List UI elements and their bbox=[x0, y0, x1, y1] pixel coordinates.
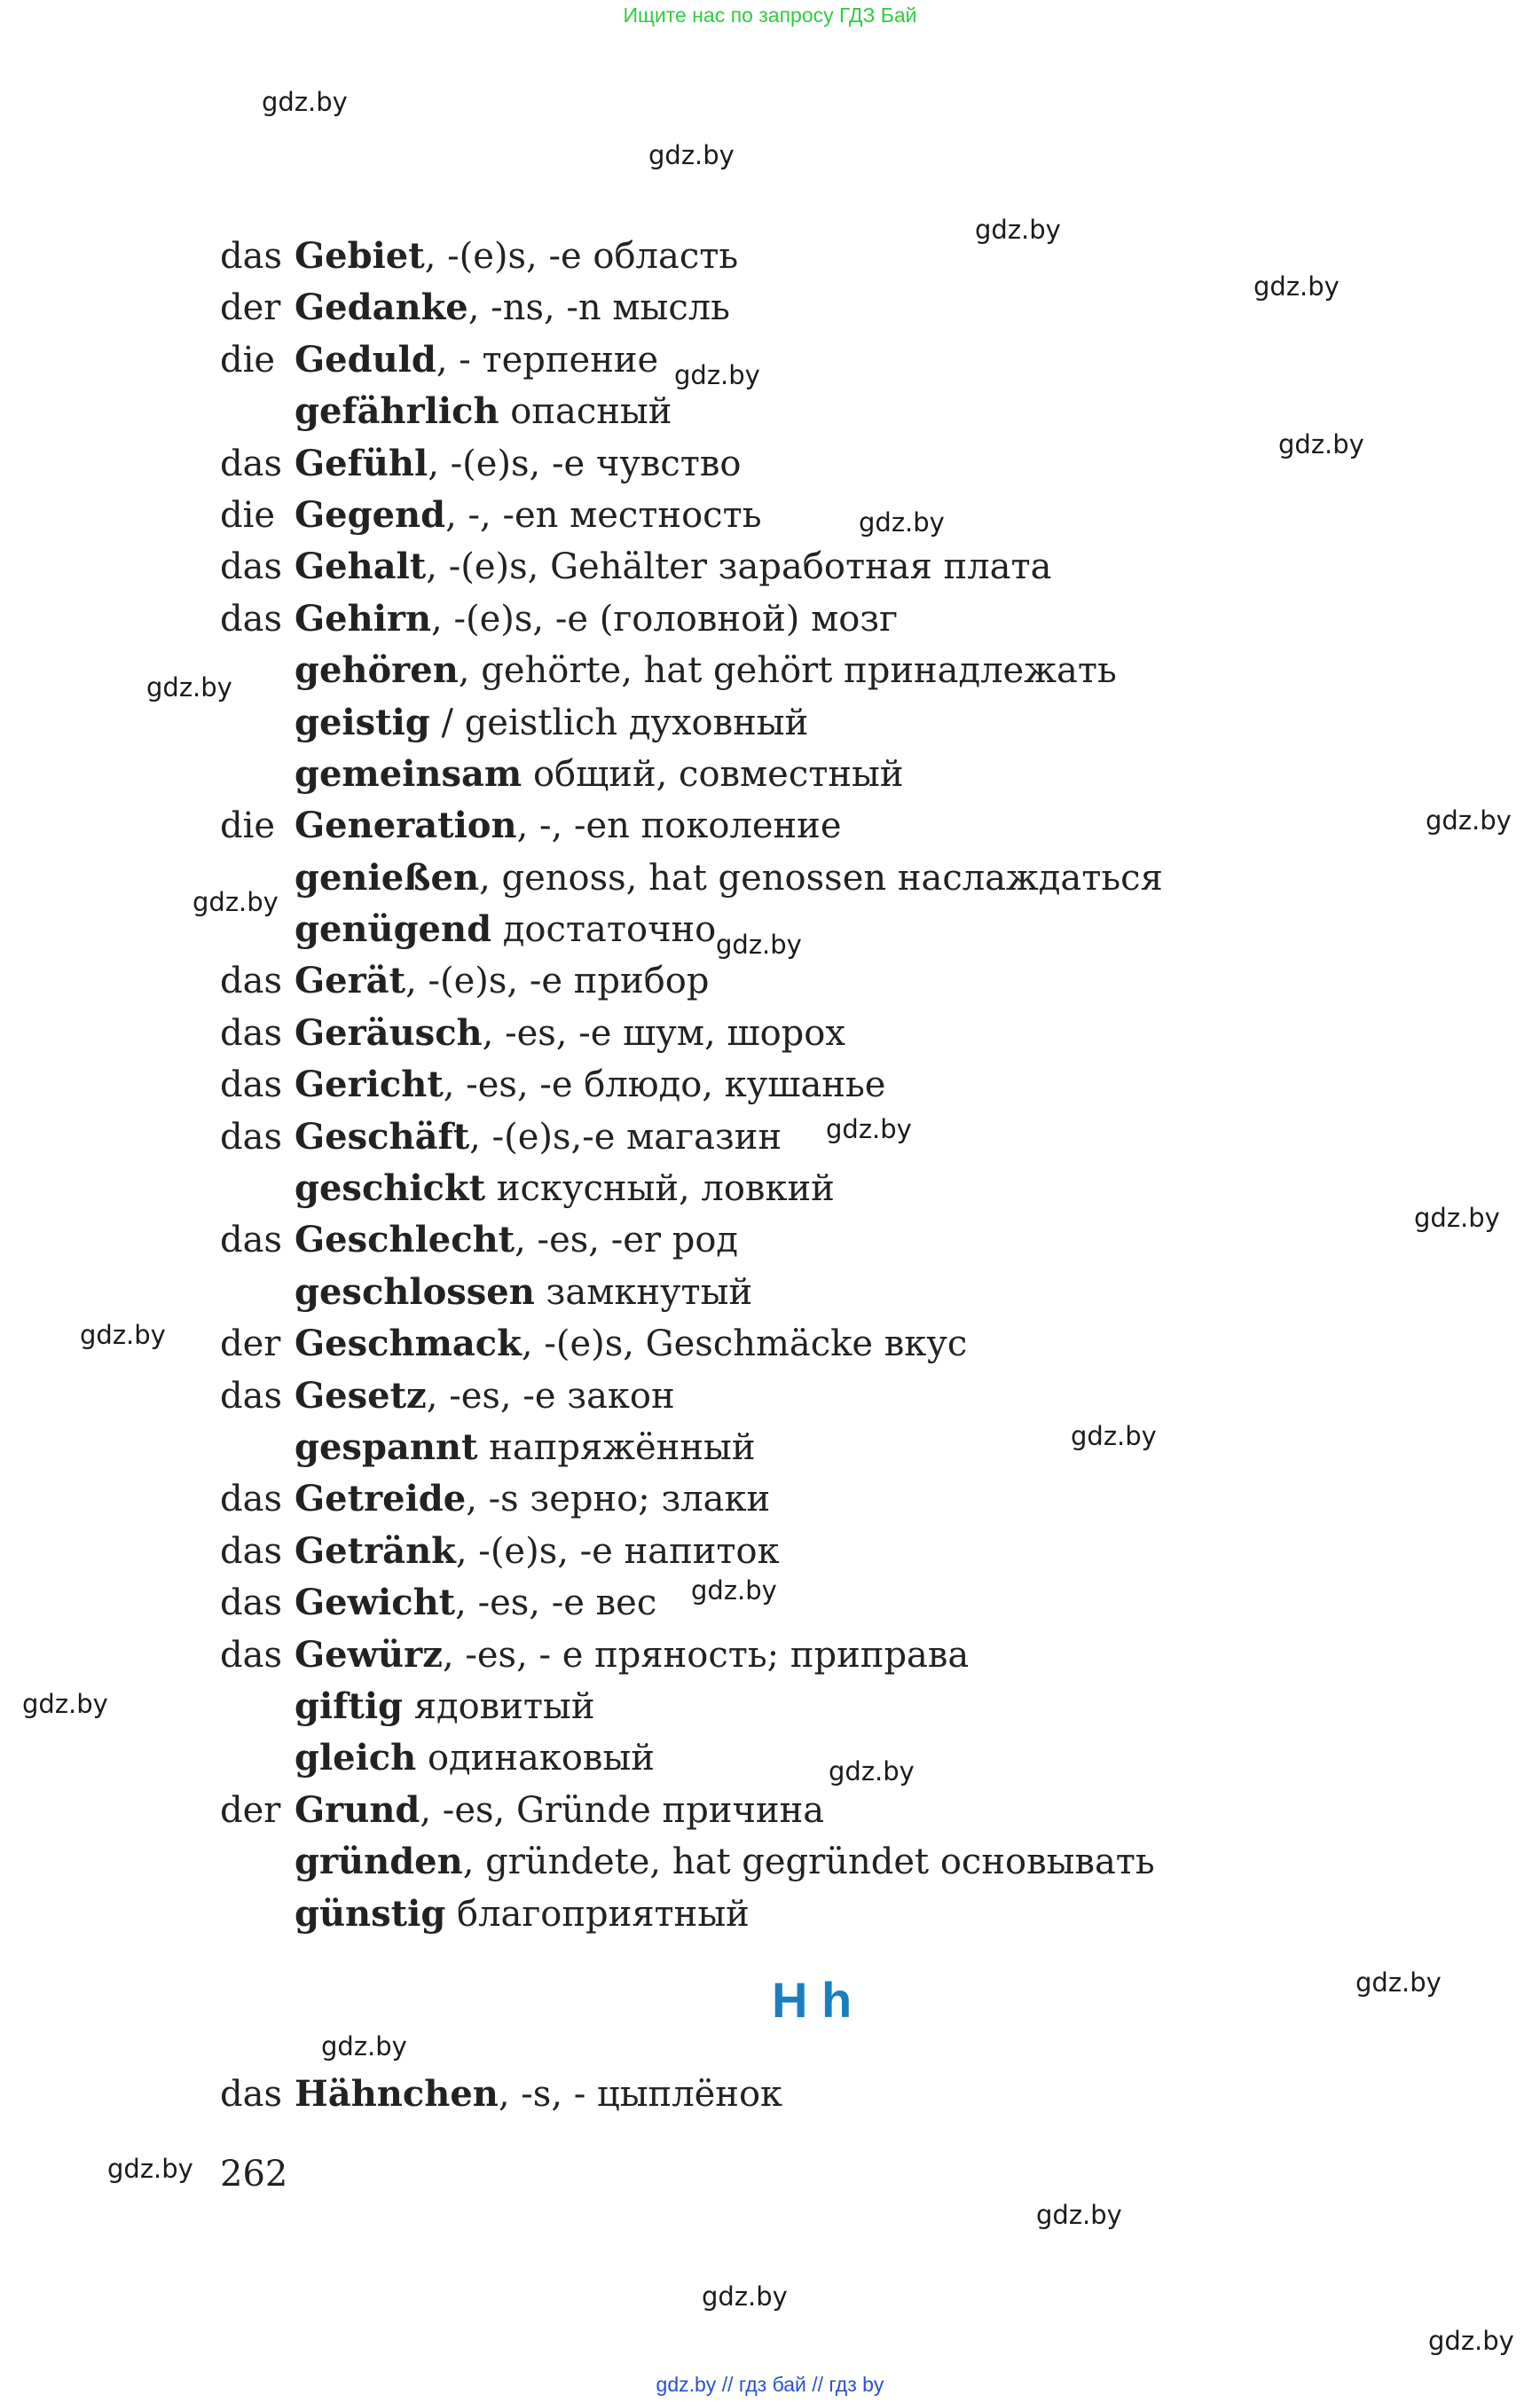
entry-definition: , -, -en местность bbox=[445, 494, 762, 536]
entry-definition: / geistlich духовный bbox=[429, 702, 809, 743]
vocabulary-list-h bbox=[220, 2069, 1285, 2120]
entry-headword: gründen bbox=[295, 1841, 463, 1883]
watermark: gdz.by bbox=[80, 1320, 166, 1350]
watermark: gdz.by bbox=[107, 2154, 193, 2184]
entry-article: der bbox=[220, 1323, 281, 1365]
entry-article: das bbox=[220, 1064, 282, 1106]
entry-headword: Gericht bbox=[295, 1064, 444, 1106]
watermark: gdz.by bbox=[859, 507, 945, 538]
vocabulary-entry bbox=[220, 334, 1285, 386]
watermark: gdz.by bbox=[1071, 1421, 1157, 1451]
entry-definition: , -(e)s, -e напиток bbox=[455, 1530, 780, 1572]
vocabulary-entry bbox=[220, 852, 1285, 904]
entry-headword: Grund bbox=[295, 1788, 420, 1831]
entry-definition: , -(e)s, -e (головной) мозг bbox=[431, 598, 899, 640]
entry-article: der bbox=[220, 1789, 281, 1831]
entry-headword: Getränk bbox=[295, 1529, 456, 1572]
entry-definition: , -es, -e блюдо, кушанье bbox=[443, 1064, 886, 1106]
entry-definition: , -es, -e закон bbox=[426, 1375, 675, 1417]
vocabulary-entry bbox=[220, 1059, 1285, 1111]
entry-article: das bbox=[220, 2074, 282, 2115]
vocabulary-entry bbox=[220, 593, 1285, 645]
entry-article: das bbox=[220, 443, 282, 484]
vocabulary-entry bbox=[220, 490, 1285, 541]
vocabulary-entry bbox=[220, 1629, 1285, 1681]
entry-headword: gemeinsam bbox=[295, 752, 522, 795]
entry-article: das bbox=[220, 961, 282, 1002]
entry-headword: giftig bbox=[295, 1684, 404, 1727]
entry-definition: , -(e)s, Geschmäcke вкус bbox=[521, 1323, 968, 1365]
watermark: gdz.by bbox=[1355, 1967, 1442, 1998]
entry-definition: достаточно bbox=[491, 909, 717, 951]
vocabulary-entry bbox=[220, 1008, 1285, 1059]
entry-definition: , -es, -e вес bbox=[455, 1582, 657, 1624]
entry-headword: Geschmack bbox=[295, 1323, 522, 1365]
vocabulary-entry bbox=[220, 282, 1285, 334]
entry-definition: , -es, Gründe причина bbox=[420, 1789, 825, 1831]
entry-definition: благоприятный bbox=[445, 1893, 750, 1935]
entry-headword: Gewicht bbox=[295, 1582, 456, 1624]
entry-definition: ядовитый bbox=[403, 1685, 595, 1727]
vocabulary-entry bbox=[220, 904, 1285, 955]
footer-links[interactable]: gdz.by // гдз бай // гдз by bbox=[656, 2373, 884, 2396]
entry-article: das bbox=[220, 1634, 282, 1676]
watermark: gdz.by bbox=[691, 1575, 777, 1606]
watermark: gdz.by bbox=[702, 2281, 788, 2312]
entry-definition: , gehörte, hat gehört принадлежать bbox=[458, 650, 1117, 692]
entry-article: das bbox=[220, 1582, 282, 1624]
entry-headword: gespannt bbox=[295, 1425, 478, 1468]
entry-definition: , - терпение bbox=[436, 339, 659, 381]
entry-article: das bbox=[220, 546, 282, 588]
entry-definition: , -(e)s, -e чувство bbox=[428, 443, 742, 484]
top-banner[interactable]: Ищите нас по запросу ГДЗ Бай bbox=[623, 4, 917, 27]
entry-headword: Gegend bbox=[295, 493, 446, 536]
vocabulary-entry bbox=[220, 386, 1285, 437]
entry-definition: , -(e)s, Gehälter заработная плата bbox=[426, 546, 1052, 588]
entry-definition: , -, -en поколение bbox=[516, 805, 842, 847]
vocabulary-entry bbox=[220, 1785, 1285, 1836]
vocabulary-entry bbox=[220, 1526, 1285, 1577]
entry-headword: Geschlecht bbox=[295, 1219, 515, 1261]
vocabulary-entry bbox=[220, 1422, 1285, 1473]
vocabulary-entry bbox=[220, 2069, 1285, 2120]
vocabulary-entry bbox=[220, 1836, 1285, 1888]
watermark: gdz.by bbox=[1253, 271, 1340, 302]
watermark: gdz.by bbox=[674, 360, 760, 390]
entry-definition: искусный, ловкий bbox=[485, 1168, 835, 1210]
watermark: gdz.by bbox=[1414, 1203, 1500, 1233]
entry-headword: gehören bbox=[295, 649, 459, 692]
entry-definition: , -es, -er род bbox=[515, 1220, 739, 1261]
watermark: gdz.by bbox=[321, 2031, 407, 2061]
vocabulary-list-g bbox=[220, 231, 1285, 1940]
entry-headword: Geschäft bbox=[295, 1115, 470, 1158]
watermark: gdz.by bbox=[826, 1114, 912, 1144]
entry-headword: Getreide bbox=[295, 1478, 467, 1520]
entry-headword: Gesetz bbox=[295, 1374, 427, 1417]
vocabulary-entry bbox=[220, 541, 1285, 593]
entry-definition: , -(e)s,-e магазин bbox=[469, 1116, 782, 1158]
entry-headword: Geräusch bbox=[295, 1011, 483, 1054]
watermark: gdz.by bbox=[192, 887, 279, 917]
entry-headword: Geduld bbox=[295, 338, 436, 381]
entry-article: das bbox=[220, 1479, 282, 1520]
watermark: gdz.by bbox=[648, 140, 735, 170]
entry-headword: Gehirn bbox=[295, 597, 432, 640]
entry-headword: gleich bbox=[295, 1737, 417, 1779]
vocabulary-entry bbox=[220, 1163, 1285, 1214]
entry-article: das bbox=[220, 1530, 282, 1572]
watermark: gdz.by bbox=[716, 930, 802, 960]
watermark: gdz.by bbox=[262, 87, 348, 117]
entry-definition: , -s зерно; злаки bbox=[466, 1479, 771, 1520]
vocabulary-entry bbox=[220, 749, 1285, 800]
watermark: gdz.by bbox=[1426, 805, 1512, 836]
vocabulary-entry bbox=[220, 1214, 1285, 1266]
entry-article: das bbox=[220, 598, 282, 640]
entry-headword: Gerät bbox=[295, 960, 406, 1002]
entry-definition: напряжённый bbox=[477, 1426, 756, 1468]
entry-headword: geistig bbox=[295, 701, 430, 743]
vocabulary-entry bbox=[220, 645, 1285, 696]
entry-article: das bbox=[220, 1220, 282, 1261]
vocabulary-entry bbox=[220, 1473, 1285, 1525]
vocabulary-entry bbox=[220, 1318, 1285, 1370]
entry-article: das bbox=[220, 1375, 282, 1417]
vocabulary-entry bbox=[220, 955, 1285, 1007]
watermark: gdz.by bbox=[829, 1756, 915, 1787]
watermark: gdz.by bbox=[146, 672, 232, 703]
entry-headword: geschlossen bbox=[295, 1270, 535, 1313]
vocabulary-entry bbox=[220, 1732, 1285, 1784]
entry-headword: Gehalt bbox=[295, 546, 427, 588]
entry-headword: Gefühl bbox=[295, 442, 428, 484]
entry-headword: genügend bbox=[295, 908, 492, 951]
watermark: gdz.by bbox=[1428, 2326, 1514, 2356]
watermark: gdz.by bbox=[1036, 2200, 1122, 2230]
entry-headword: gefährlich bbox=[295, 390, 499, 433]
entry-definition: , gründete, hat gegründet основывать bbox=[462, 1842, 1155, 1883]
vocabulary-entry bbox=[220, 1681, 1285, 1732]
entry-article: das bbox=[220, 1116, 282, 1158]
entry-article: das bbox=[220, 236, 282, 277]
vocabulary-entry bbox=[220, 438, 1285, 490]
entry-definition: , -(e)s, -e прибор bbox=[405, 961, 710, 1002]
vocabulary-entry bbox=[220, 1577, 1285, 1629]
entry-article: der bbox=[220, 287, 281, 329]
entry-article: die bbox=[220, 339, 276, 381]
entry-headword: genießen bbox=[295, 856, 480, 899]
entry-definition: , -es, -e шум, шорох bbox=[482, 1012, 845, 1054]
entry-definition: замкнутый bbox=[534, 1271, 753, 1313]
vocabulary-entry bbox=[220, 697, 1285, 749]
section-letter-heading: H h bbox=[772, 1972, 852, 2028]
entry-headword: Gewürz bbox=[295, 1633, 443, 1676]
entry-definition: , -es, - e пряность; приправа bbox=[442, 1634, 970, 1676]
vocabulary-entry bbox=[220, 800, 1285, 852]
vocabulary-entry bbox=[220, 1111, 1285, 1163]
page-number: 262 bbox=[220, 2154, 288, 2195]
entry-definition: , genoss, hat genossen наслаждаться bbox=[479, 857, 1163, 899]
vocabulary-entry bbox=[220, 231, 1285, 282]
entry-article: das bbox=[220, 1012, 282, 1054]
entry-definition: , -s, - цыплёнок bbox=[498, 2074, 783, 2115]
entry-definition: одинаковый bbox=[416, 1738, 655, 1779]
entry-definition: опасный bbox=[499, 391, 672, 433]
entry-definition: , -(e)s, -e область bbox=[424, 236, 739, 277]
entry-article: die bbox=[220, 805, 276, 847]
entry-headword: geschickt bbox=[295, 1167, 486, 1210]
watermark: gdz.by bbox=[1278, 429, 1364, 459]
watermark: gdz.by bbox=[975, 215, 1061, 245]
entry-headword: Hähnchen bbox=[295, 2073, 499, 2115]
vocabulary-entry bbox=[220, 1889, 1285, 1940]
vocabulary-entry bbox=[220, 1267, 1285, 1318]
entry-definition: общий, совместный bbox=[522, 753, 904, 795]
entry-headword: günstig bbox=[295, 1892, 446, 1935]
entry-headword: Gedanke bbox=[295, 287, 468, 329]
entry-headword: Generation bbox=[295, 805, 517, 847]
entry-headword: Gebiet bbox=[295, 235, 425, 277]
watermark: gdz.by bbox=[22, 1689, 108, 1719]
entry-article: die bbox=[220, 494, 276, 536]
vocabulary-entry bbox=[220, 1370, 1285, 1422]
entry-definition: , -ns, -n мысль bbox=[468, 287, 730, 329]
